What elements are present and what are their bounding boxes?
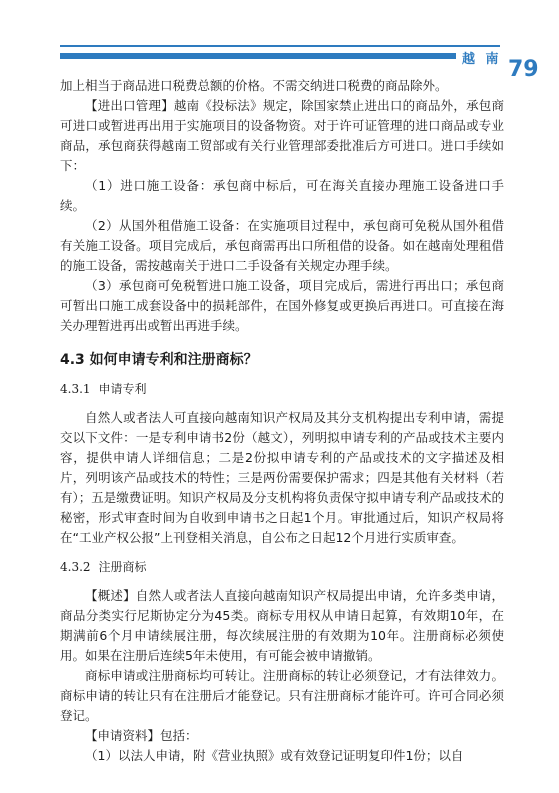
chapter-title: 越 南 — [462, 52, 502, 67]
subsection-heading-4-3-1 — [60, 380, 504, 398]
subsection-number: 4.3.2 — [60, 560, 91, 574]
subsection-heading-4-3-2 — [60, 558, 504, 576]
header-bar — [60, 53, 456, 59]
paragraph-trademark-transfer: 商标申请或注册商标均可转让。注册商标的转让必须登记，才有法律效力。商标申请的转让只有在注册后才能登记。只有注册商标才能许可。许可合同必须登记。 — [60, 668, 504, 723]
paragraph-trademark-overview: 【概述】自然人或者法人直接向越南知识产权局提出申请，允许多类申请，商品分类实行尼斯协定分为45类。商标专用权从申请日起算，有效期10年，在期满前6个月申请续展注册，每次续展注册的有效期为10年。注册商标必须使用。如果在注册后连续5年未使用，有可能会被申请撤销。 — [60, 588, 504, 663]
paragraph-item-3: （3）承包商可免税暂进口施工设备，项目完成后，需进行再出口；承包商可暂出口施工成套设备中的损耗部件，在国外修复或更换后再进口。可直接在海关办理暂进再出或暂出再进手续。 — [60, 278, 504, 333]
paragraph-continuation: 加上相当于商品进口税费总额的价格。不需交纳进口税费的商品除外。 — [60, 78, 448, 93]
paragraph-import-export: 【进出口管理】越南《投标法》规定，除国家禁止进出口的商品外，承包商可进口或暂进再出用于实施项目的设备物资。对于许可证管理的进口商品或专业商品，承包商获得越南工贸部或有关行业管理部委批准后方可进口。进口手续如下： — [60, 98, 504, 173]
subsection-number: 4.3.1 — [60, 382, 91, 396]
page-content — [60, 76, 504, 766]
paragraph-application-materials: 【申请资料】包括： — [85, 728, 198, 743]
paragraph-item-2: （2）从国外租借施工设备：在实施项目过程中，承包商可免税从国外租借有关施工设备。项目完成后，承包商需再出口所租借的设备。如在越南处理租借的施工设备，需按越南关于进口二手设备有关规定办理手续。 — [60, 218, 504, 273]
section-heading-4-3: 4.3 如何申请专利和注册商标？ — [60, 352, 258, 368]
header-rule — [60, 45, 500, 47]
paragraph-item-1: （1）进口施工设备：承包商中标后，可在海关直接办理施工设备进口手续。 — [60, 178, 504, 213]
subsection-title: 申请专利 — [98, 382, 147, 396]
paragraph-material-item-1: （1）以法人申请，附《营业执照》或有效登记证明复印件1份；以自 — [85, 748, 464, 763]
paragraph-patent: 自然人或者法人可直接向越南知识产权局及其分支机构提出专利申请，需提交以下文件：一是专利申请书2份（越文），列明拟申请专利的产品或技术主要内容，提供申请人详细信息；二是2份拟申请专利的产品或技术的文字描述及相片，列明该产品或技术的特性；三是两份需要保护需求；四是其他有关材料（若有）；五是缴费证明。知识产权局及分支机构将负责保守拟申请专利产品或技术的秘密，形式审查时间为自收到申请书之日起1个月。审批通过后，知识产权局将在“工业产权公报”上刊登相关消息，自公布之日起12个月进行实质审查。 — [60, 410, 504, 545]
subsection-title: 注册商标 — [98, 560, 147, 574]
page-number: 79 — [508, 57, 539, 82]
